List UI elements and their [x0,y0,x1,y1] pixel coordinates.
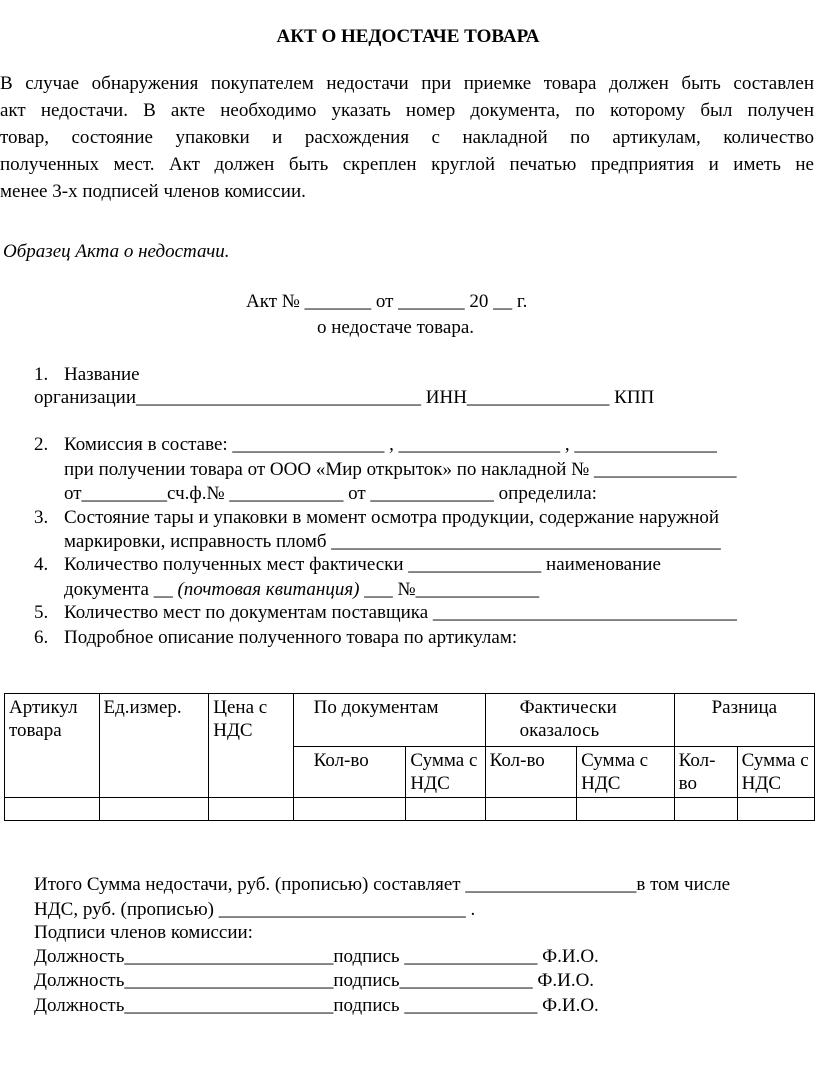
item-5-supplier-places: Количество мест по документам поставщика ________________________________ [64,602,737,623]
header-article: Артикул товара [5,694,100,798]
intro-line: товар, состояние упаковки и расхождения с накладной по артикулам, количество [0,127,814,148]
item-number: 3. [34,507,49,528]
header-by-documents: По документам [293,694,485,747]
sub-qty-actual: Кол-во [485,747,576,798]
intro-paragraph [0,70,814,205]
sub-sum-actual: Сумма с НДС [577,747,675,798]
item-3-packaging: Состояние тары и упаковки в момент осмотра продукции, содержание наружной [64,507,720,528]
item-6-line [34,626,517,649]
item-4-places: Количество полученных мест фактически ______________ наименование [64,554,661,575]
item-2-invoice-line: при получении товара от ООО «Мир открыток» по накладной № _______________ [64,459,737,480]
table-cell[interactable] [99,798,209,821]
item-1-first-line [34,363,140,386]
item-1-org-line: организации______________________________ ИНН_______________ КПП [34,387,655,408]
item-4-document-line [64,578,539,601]
table-cell[interactable] [5,798,100,821]
item-3-first-line [34,506,719,529]
sub-sum-docs: Сумма с НДС [406,747,485,798]
signature-line: Должность______________________подпись______________ Ф.И.О. [34,970,595,991]
item-number: 5. [34,602,49,623]
item-4-doc-type: (почтовая квитанция) [177,579,360,600]
table-cell[interactable] [485,798,576,821]
item-1-label: Название [64,364,140,385]
header-unit: Ед.измер. [99,694,209,798]
sub-qty-docs: Кол-во [293,747,406,798]
intro-line: В случае обнаружения покупателем недостачи при приемке товара должен быть составлен [0,73,814,94]
table-header-row [5,694,815,747]
act-number-line: Акт № _______ от _______ 20 __ г. [246,291,528,312]
item-6-description: Подробное описание полученного товара по артикулам: [64,627,518,648]
table-cell[interactable] [674,798,737,821]
header-difference: Разница [674,694,814,747]
item-2-commission: Комиссия в составе: ________________ , _________________ , _______________ [64,434,717,455]
item-4-doc-label: документа __ [64,579,178,600]
table-cell[interactable] [293,798,406,821]
document-title: АКТ О НЕДОСТАЧЕ ТОВАРА [276,26,540,47]
table-row [5,798,815,821]
item-5-line [34,601,737,624]
item-number: 2. [34,434,49,455]
header-price: Цена с НДС [209,694,293,798]
item-3-seal-line: маркировки, исправность пломб _________________________________________ [64,531,721,552]
table-cell[interactable] [577,798,675,821]
item-2-first-line [34,433,717,456]
sample-label: Образец Акта о недостачи. [3,241,230,262]
header-actual: Фактически оказалось [485,694,674,747]
table-cell[interactable] [406,798,485,821]
item-2-date-line: от_________сч.ф.№ ____________ от _____________ определила: [64,483,597,504]
item-number: 4. [34,554,49,575]
item-4-first-line [34,553,661,576]
signatures-label: Подписи членов комиссии: [34,922,253,943]
item-4-doc-number: ___ №_____________ [359,579,540,600]
intro-line: менее 3-х подписей членов комиссии. [0,181,306,202]
intro-line: акт недостачи. В акте необходимо указать номер документа, по которому был получен [0,100,814,121]
sub-qty-diff: Кол-во [674,747,737,798]
item-number: 6. [34,627,49,648]
table-cell[interactable] [737,798,814,821]
total-shortage-line: Итого Сумма недостачи, руб. (прописью) составляет __________________в том числе [34,874,731,895]
shortage-table [4,693,815,821]
intro-line: полученных мест. Акт должен быть скреплен круглой печатью предприятия и иметь не [0,154,814,175]
vat-line: НДС, руб. (прописью) __________________________ . [34,899,476,920]
item-number: 1. [34,364,49,385]
signature-line: Должность______________________подпись ______________ Ф.И.О. [34,946,599,967]
signature-line: Должность______________________подпись ______________ Ф.И.О. [34,995,599,1016]
table-cell[interactable] [209,798,293,821]
sub-sum-diff: Сумма с НДС [737,747,814,798]
act-subtitle: о недостаче товара. [317,317,475,338]
